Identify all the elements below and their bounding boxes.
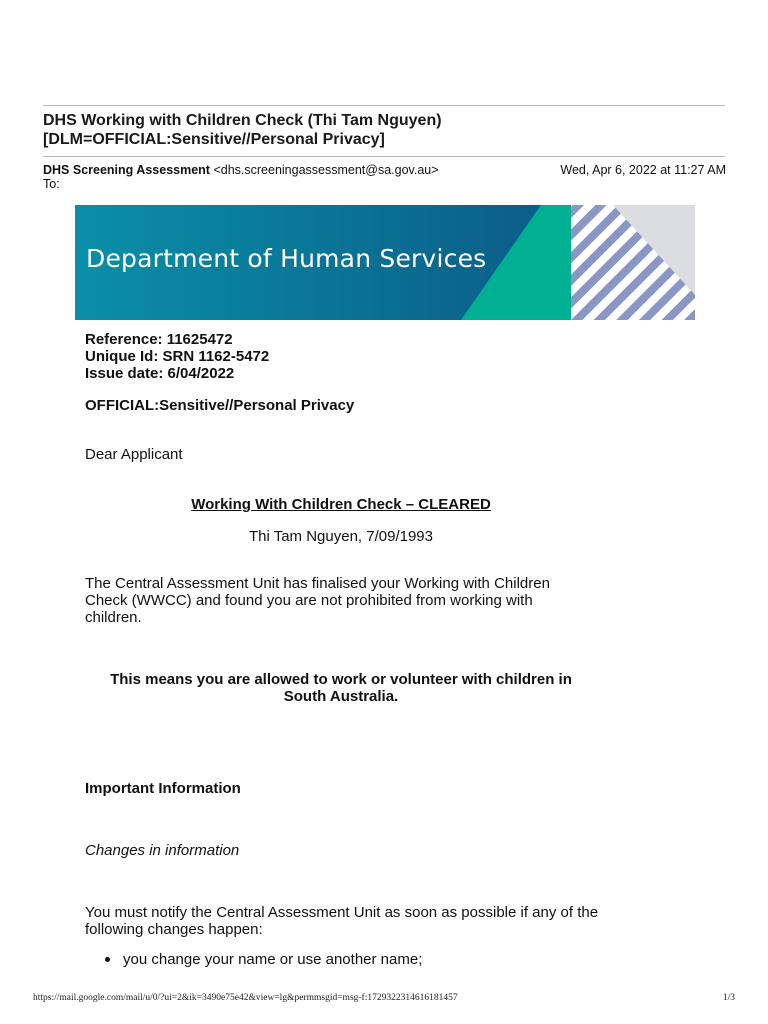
sender-email[interactable]: <dhs.screeningassessment@sa.gov.au> (213, 163, 439, 177)
list-item-text: you change your name or use another name; (123, 951, 423, 968)
subject-line-2: [DLM=OFFICIAL:Sensitive//Personal Privacy] (43, 131, 385, 148)
clearance-heading: Working With Children Check – CLEARED (191, 496, 491, 513)
classification-label: OFFICIAL:Sensitive//Personal Privacy (85, 397, 355, 414)
reference-number: Reference: 11625472 (85, 331, 233, 348)
sender-line (43, 163, 726, 177)
sender-name: DHS Screening Assessment (43, 163, 210, 177)
dhs-banner (75, 205, 695, 320)
salutation: Dear Applicant (85, 446, 183, 463)
important-heading: Important Information (85, 780, 241, 797)
email-subject (43, 111, 725, 149)
changes-heading: Changes in information (85, 842, 240, 859)
permission-statement: This means you are allowed to work or volunteer with children in South Australia. (110, 671, 572, 705)
footer-url: https://mail.google.com/mail/u/0/?ui=2&ik=3490e75e42&view=lg&permmsgid=msg-f:1729322314616181457 (33, 993, 458, 1003)
reference-block (85, 331, 597, 382)
page-number: 1/3 (722, 993, 735, 1003)
notify-paragraph: You must notify the Central Assessment Unit as soon as possible if any of the following changes happen: (85, 904, 599, 938)
banner-title: Department of Human Services (86, 244, 487, 273)
recipient-label: To: (43, 177, 60, 188)
assessment-paragraph: The Central Assessment Unit has finalised your Working with Children Check (WWCC) and found you are not prohibited from working with children. (85, 575, 550, 626)
unique-id: Unique Id: SRN 1162-5472 (85, 348, 270, 365)
applicant-details: Thi Tam Nguyen, 7/09/1993 (248, 528, 433, 545)
bullet-icon (105, 957, 110, 962)
subject-divider (43, 156, 725, 157)
list-item (103, 951, 422, 968)
recipient-line (43, 177, 726, 188)
top-divider (43, 105, 725, 106)
subject-line-1: DHS Working with Children Check (Thi Tam Nguyen) (43, 112, 442, 129)
issue-date: Issue date: 6/04/2022 (85, 365, 235, 382)
changes-list (103, 951, 422, 968)
email-date: Wed, Apr 6, 2022 at 11:27 AM (560, 163, 726, 177)
